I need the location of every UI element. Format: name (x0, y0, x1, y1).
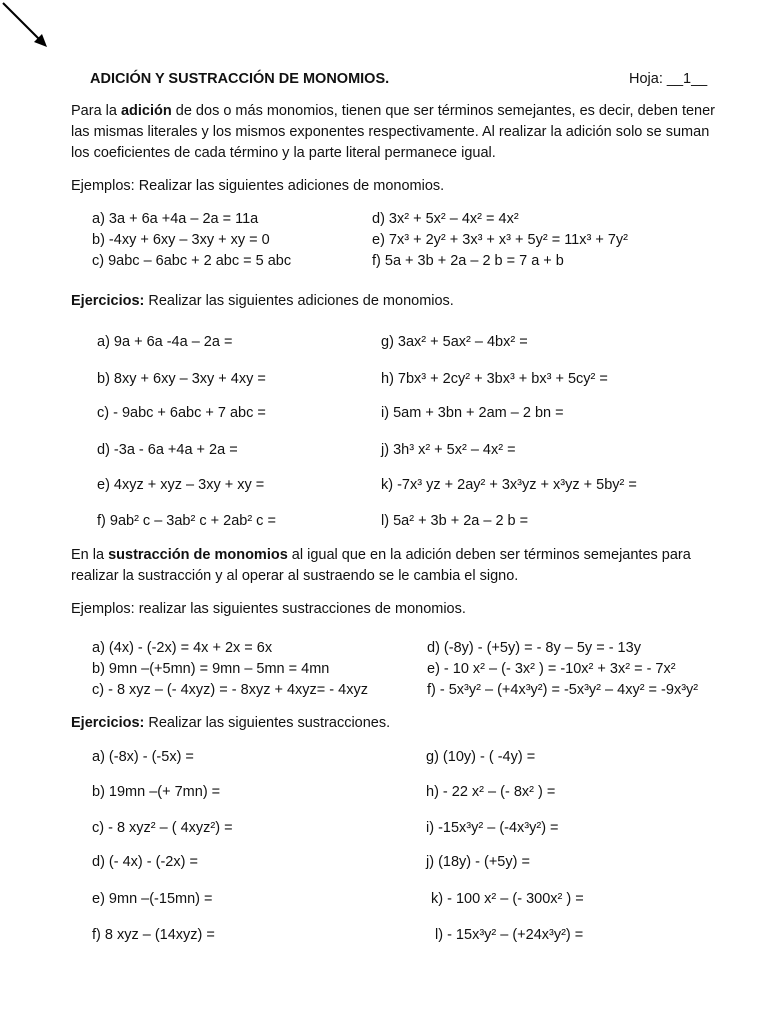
ejercicios-label: Ejercicios: (71, 715, 145, 731)
exercise-item: b) 8xy + 6xy – 3xy + 4xy = (97, 371, 266, 387)
example-item: b) -4xy + 6xy – 3xy + xy = 0 (92, 232, 270, 248)
exercise-item: d) (- 4x) - (-2x) = (92, 854, 198, 870)
exercise-item: l) 5a² + 3b + 2a – 2 b = (381, 513, 529, 529)
exercise-item: i) 5am + 3bn + 2am – 2 bn = (381, 405, 564, 421)
example-item: e) - 10 x² – (- 3x² ) = -10x² + 3x² = - 7x² (427, 661, 676, 677)
intro-sustraccion-pre: En la (71, 547, 109, 563)
example-item: c) 9abc – 6abc + 2 abc = 5 abc (92, 253, 292, 269)
intro-adicion-post: de dos o más monomios, tienen que ser términos semejantes, es decir, deben tener las mismas literales y los mismos exponentes respectivamente. Al realizar la adición solo se suman los coeficientes de cada término y la parte literal permanece igual. (71, 103, 715, 161)
example-item: a) (4x) - (-2x) = 4x + 2x = 6x (92, 640, 273, 656)
ejemplos-adicion-heading: Ejemplos: Realizar las siguientes adiciones de monomios. (71, 178, 445, 194)
example-item: e) 7x³ + 2y² + 3x³ + x³ + 5y² = 11x³ + 7y² (372, 232, 628, 248)
exercise-item: g) 3ax² + 5ax² – 4bx² = (381, 334, 528, 350)
exercise-item: i) -15x³y² – (-4x³y²) = (426, 820, 559, 836)
exercise-item: h) 7bx³ + 2cy² + 3bx³ + bx³ + 5cy² = (381, 371, 608, 387)
intro-adicion-pre: Para la (71, 103, 121, 119)
ejercicios-adicion-heading (71, 293, 454, 310)
hoja-indicator (629, 71, 707, 88)
exercise-item: l) - 15x³y² – (+24x³y²) = (435, 927, 584, 943)
ejercicios-label: Ejercicios: (71, 293, 145, 309)
example-item: a) 3a + 6a +4a – 2a = 11a (92, 211, 259, 227)
exercise-item: a) (-8x) - (-5x) = (92, 749, 194, 765)
exercise-item: k) -7x³ yz + 2ay² + 3x³yz + x³yz + 5by² = (381, 477, 637, 493)
example-item: c) - 8 xyz – (- 4xyz) = - 8xyz + 4xyz= - 4xyz (92, 682, 368, 698)
exercise-item: j) 3h³ x² + 5x² – 4x² = (381, 442, 516, 458)
exercise-item: e) 4xyz + xyz – 3xy + xy = (97, 477, 265, 493)
page-title: ADICIÓN Y SUSTRACCIÓN DE MONOMIOS. (90, 71, 390, 87)
ejercicios-heading-text: Realizar las siguientes sustracciones. (144, 715, 391, 731)
exercise-item: f) 8 xyz – (14xyz) = (92, 927, 215, 943)
intro-adicion (71, 101, 731, 164)
intro-sustraccion-post: al igual que en la adición deben ser términos semejantes para realizar la sustracción y al operar al sustraendo se le cambia el signo. (71, 547, 691, 584)
example-item: f) - 5x³y² – (+4x³y²) = -5x³y² – 4xy² = -9x³y² (427, 682, 699, 698)
example-item: d) 3x² + 5x² – 4x² = 4x² (372, 211, 519, 227)
intro-sustraccion-bold: sustracción de monomios (108, 547, 288, 563)
exercise-item: e) 9mn –(-15mn) = (92, 891, 213, 907)
intro-adicion-bold: adición (120, 103, 172, 119)
example-item: d) (-8y) - (+5y) = - 8y – 5y = - 13y (427, 640, 641, 656)
example-item: b) 9mn –(+5mn) = 9mn – 5mn = 4mn (92, 661, 330, 677)
exercise-item: d) -3a - 6a +4a + 2a = (97, 442, 238, 458)
exercise-item: k) - 100 x² – (- 300x² ) = (431, 891, 584, 907)
exercise-item: a) 9a + 6a -4a – 2a = (97, 334, 233, 350)
exercise-item: f) 9ab² c – 3ab² c + 2ab² c = (97, 513, 276, 529)
ejercicios-heading-text: Realizar las siguientes adiciones de monomios. (144, 293, 454, 309)
exercise-item: h) - 22 x² – (- 8x² ) = (426, 784, 556, 800)
corner-arrow-icon (0, 0, 60, 60)
exercise-item: c) - 8 xyz² – ( 4xyz²) = (92, 820, 233, 836)
hoja-label: Hoja: (629, 71, 663, 87)
exercise-item: c) - 9abc + 6abc + 7 abc = (97, 405, 266, 421)
example-item: f) 5a + 3b + 2a – 2 b = 7 a + b (372, 253, 564, 269)
hoja-number: __1__ (666, 71, 708, 87)
ejemplos-sustraccion-heading: Ejemplos: realizar las siguientes sustracciones de monomios. (71, 601, 466, 617)
intro-sustraccion (71, 545, 731, 587)
ejercicios-sustraccion-heading (71, 715, 390, 732)
exercise-item: j) (18y) - (+5y) = (426, 854, 530, 870)
exercise-item: g) (10y) - ( -4y) = (426, 749, 536, 765)
exercise-item: b) 19mn –(+ 7mn) = (92, 784, 221, 800)
